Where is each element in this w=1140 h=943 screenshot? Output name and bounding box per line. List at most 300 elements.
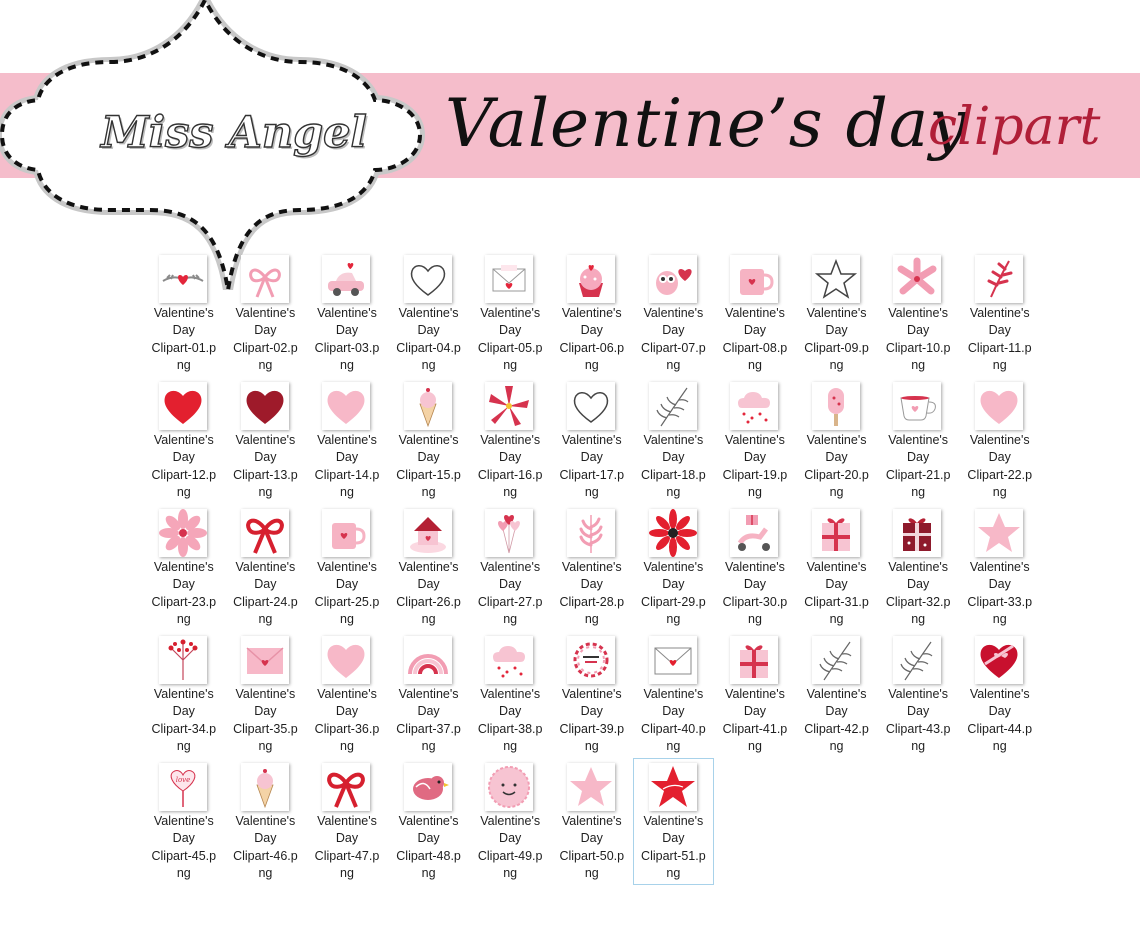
file-name-label bbox=[469, 559, 551, 628]
file-name-line: Valentine's bbox=[398, 433, 459, 447]
file-name-line: Clipart-09.p bbox=[804, 340, 869, 355]
file-thumbnail[interactable] bbox=[159, 509, 207, 557]
file-name-label bbox=[388, 559, 470, 628]
file-name-label bbox=[388, 813, 470, 882]
file-thumbnail[interactable] bbox=[404, 509, 452, 557]
file-name-line: Day bbox=[172, 323, 195, 338]
file-item[interactable] bbox=[469, 631, 551, 758]
file-name-label bbox=[877, 686, 959, 755]
file-name-line: Valentine's bbox=[561, 814, 622, 828]
file-name-line: Clipart-13.p bbox=[233, 467, 298, 482]
file-name-line: Valentine's bbox=[317, 687, 377, 701]
file-name-line: Valentine's bbox=[317, 560, 377, 574]
mug-icon bbox=[322, 509, 370, 557]
file-item[interactable] bbox=[551, 250, 633, 377]
file-item[interactable] bbox=[388, 504, 470, 631]
file-name-label bbox=[469, 432, 551, 501]
file-name-line: ng bbox=[421, 357, 436, 372]
file-name-line: Day bbox=[907, 323, 930, 338]
file-name-label bbox=[143, 305, 225, 374]
file-name-line: ng bbox=[503, 738, 518, 753]
file-item[interactable] bbox=[796, 377, 878, 504]
file-name-line: Clipart-33.p bbox=[967, 594, 1033, 609]
file-name-line: Day bbox=[825, 323, 848, 338]
smiley-badge-icon bbox=[485, 763, 533, 811]
file-name-label bbox=[877, 305, 959, 374]
pink-bow-icon bbox=[241, 255, 289, 303]
file-name-line: Clipart-29.p bbox=[641, 594, 706, 609]
file-thumbnail[interactable] bbox=[975, 255, 1023, 303]
file-name-line: Clipart-44.p bbox=[967, 721, 1033, 736]
red-flower-icon bbox=[649, 509, 697, 557]
file-name-line: Valentine's bbox=[480, 814, 541, 828]
file-item[interactable] bbox=[551, 504, 633, 631]
file-name-line: Valentine's bbox=[725, 433, 785, 447]
file-name-line: ng bbox=[176, 357, 191, 372]
file-name-label bbox=[225, 686, 307, 755]
file-item[interactable] bbox=[877, 250, 959, 377]
file-item[interactable] bbox=[225, 250, 307, 377]
file-name-label bbox=[225, 305, 307, 374]
file-name-line: ng bbox=[503, 611, 518, 626]
red-bow-icon bbox=[241, 509, 289, 557]
file-name-line: Valentine's bbox=[643, 560, 704, 574]
pink-heart-icon bbox=[322, 636, 370, 684]
file-name-line: ng bbox=[340, 611, 354, 626]
file-item[interactable] bbox=[143, 504, 225, 631]
file-name-line: Valentine's bbox=[480, 560, 541, 574]
file-item[interactable] bbox=[959, 250, 1041, 377]
file-item[interactable] bbox=[796, 250, 878, 377]
dark-gift-icon bbox=[893, 509, 941, 557]
file-name-line: ng bbox=[176, 738, 191, 753]
file-name-line: ng bbox=[829, 611, 844, 626]
file-name-label bbox=[959, 432, 1041, 501]
file-name-line: Valentine's bbox=[969, 687, 1030, 701]
file-name-line: Day bbox=[499, 450, 522, 465]
file-name-line: ng bbox=[666, 738, 681, 753]
file-name-line: Day bbox=[254, 450, 277, 465]
file-name-line: ng bbox=[176, 611, 191, 626]
file-grid bbox=[143, 250, 1041, 885]
file-thumbnail[interactable] bbox=[893, 509, 941, 557]
file-name-line: Clipart-21.p bbox=[885, 467, 951, 482]
pink-sprig-icon bbox=[567, 509, 615, 557]
file-name-line: Valentine's bbox=[561, 433, 622, 447]
poinsettia-icon bbox=[485, 382, 533, 430]
file-name-line: ng bbox=[340, 738, 354, 753]
berry-branch-icon bbox=[159, 636, 207, 684]
file-name-label bbox=[877, 559, 959, 628]
file-thumbnail[interactable] bbox=[241, 636, 289, 684]
file-thumbnail[interactable] bbox=[485, 509, 533, 557]
file-name-line: Clipart-24.p bbox=[233, 594, 298, 609]
file-item[interactable] bbox=[551, 631, 633, 758]
file-name-line: Valentine's bbox=[235, 687, 296, 701]
red-heart-icon bbox=[159, 382, 207, 430]
file-name-line: Clipart-39.p bbox=[559, 721, 625, 736]
file-thumbnail[interactable] bbox=[567, 382, 615, 430]
file-item[interactable] bbox=[796, 631, 878, 758]
file-name-line: ng bbox=[666, 484, 681, 499]
file-item[interactable] bbox=[633, 377, 715, 504]
file-name-line: Valentine's bbox=[235, 814, 296, 828]
file-name-line: Clipart-10.p bbox=[885, 340, 951, 355]
file-name-line: Valentine's bbox=[398, 306, 459, 320]
page-subtitle: clipart bbox=[928, 97, 1101, 157]
file-thumbnail[interactable] bbox=[159, 382, 207, 430]
file-name-label bbox=[633, 432, 715, 501]
file-name-line: ng bbox=[992, 738, 1007, 753]
file-thumbnail[interactable] bbox=[404, 255, 452, 303]
file-name-line: Day bbox=[254, 704, 277, 719]
file-item[interactable] bbox=[633, 631, 715, 758]
file-name-line: Day bbox=[580, 323, 603, 338]
file-item[interactable] bbox=[633, 250, 715, 377]
file-item[interactable] bbox=[877, 377, 959, 504]
file-name-line: Valentine's bbox=[969, 560, 1030, 574]
mug-icon bbox=[730, 255, 778, 303]
file-name-line: Valentine's bbox=[725, 560, 785, 574]
file-name-line: Clipart-06.p bbox=[559, 340, 625, 355]
file-item[interactable] bbox=[388, 250, 470, 377]
file-item[interactable] bbox=[143, 758, 225, 885]
file-item[interactable] bbox=[143, 377, 225, 504]
file-name-label bbox=[796, 686, 878, 755]
file-name-line: Day bbox=[662, 323, 685, 338]
file-thumbnail[interactable] bbox=[322, 255, 370, 303]
file-name-line: Valentine's bbox=[153, 433, 214, 447]
file-item[interactable] bbox=[388, 631, 470, 758]
file-name-label bbox=[143, 813, 225, 882]
file-name-line: Valentine's bbox=[235, 560, 296, 574]
file-name-line: Clipart-26.p bbox=[396, 594, 461, 609]
file-thumbnail[interactable] bbox=[730, 509, 778, 557]
file-name-line: Clipart-16.p bbox=[477, 467, 543, 482]
file-item[interactable] bbox=[225, 631, 307, 758]
file-thumbnail[interactable] bbox=[159, 763, 207, 811]
file-name-line: Clipart-08.p bbox=[722, 340, 788, 355]
page-title: Valentine’s day bbox=[445, 85, 968, 162]
file-name-line: Valentine's bbox=[153, 687, 214, 701]
file-name-line: Clipart-07.p bbox=[641, 340, 706, 355]
file-item[interactable] bbox=[306, 631, 388, 758]
file-name-line: Clipart-25.p bbox=[314, 594, 380, 609]
file-name-line: ng bbox=[992, 484, 1007, 499]
file-item[interactable] bbox=[959, 377, 1041, 504]
file-name-line: Valentine's bbox=[317, 433, 377, 447]
file-name-line: Clipart-38.p bbox=[477, 721, 543, 736]
file-name-line: Day bbox=[254, 831, 277, 846]
file-name-label bbox=[877, 432, 959, 501]
file-name-label bbox=[551, 432, 633, 501]
file-name-line: ng bbox=[421, 611, 436, 626]
file-item[interactable] bbox=[388, 377, 470, 504]
envelope-icon bbox=[649, 636, 697, 684]
file-thumbnail[interactable] bbox=[730, 636, 778, 684]
file-name-line: Day bbox=[335, 577, 359, 592]
file-thumbnail[interactable] bbox=[485, 255, 533, 303]
file-name-line: ng bbox=[829, 738, 844, 753]
file-name-line: Day bbox=[417, 831, 440, 846]
file-name-line: ng bbox=[258, 484, 273, 499]
file-name-label bbox=[551, 686, 633, 755]
file-item[interactable] bbox=[469, 504, 551, 631]
file-name-line: Day bbox=[335, 704, 359, 719]
file-name-label bbox=[469, 813, 551, 882]
file-name-line: Clipart-03.p bbox=[314, 340, 380, 355]
file-name-label bbox=[469, 305, 551, 374]
file-name-line: Day bbox=[417, 323, 440, 338]
file-thumbnail[interactable] bbox=[404, 382, 452, 430]
file-name-line: Day bbox=[172, 450, 195, 465]
file-name-line: Valentine's bbox=[888, 560, 949, 574]
file-name-line: Clipart-18.p bbox=[641, 467, 706, 482]
file-name-line: Clipart-15.p bbox=[396, 467, 461, 482]
file-name-line: Valentine's bbox=[398, 814, 459, 828]
file-name-line: Day bbox=[499, 831, 522, 846]
file-name-line: Clipart-17.p bbox=[559, 467, 625, 482]
file-name-line: Valentine's bbox=[888, 306, 949, 320]
file-thumbnail[interactable] bbox=[812, 636, 860, 684]
file-thumbnail[interactable] bbox=[567, 509, 615, 557]
file-item[interactable] bbox=[225, 758, 307, 885]
file-name-line: Day bbox=[825, 704, 848, 719]
file-name-label bbox=[306, 813, 388, 882]
file-name-line: Day bbox=[417, 577, 440, 592]
file-name-line: Valentine's bbox=[643, 306, 704, 320]
file-name-line: Clipart-43.p bbox=[885, 721, 951, 736]
file-name-line: ng bbox=[340, 357, 354, 372]
file-name-label bbox=[959, 559, 1041, 628]
file-thumbnail[interactable] bbox=[241, 763, 289, 811]
file-name-line: Valentine's bbox=[888, 687, 949, 701]
file-item[interactable] bbox=[306, 758, 388, 885]
file-name-line: Day bbox=[662, 704, 685, 719]
file-name-line: Day bbox=[335, 323, 359, 338]
wreath-icon bbox=[567, 636, 615, 684]
file-thumbnail[interactable] bbox=[649, 509, 697, 557]
file-thumbnail[interactable] bbox=[649, 255, 697, 303]
pink-star-icon bbox=[567, 763, 615, 811]
file-name-line: ng bbox=[911, 611, 926, 626]
file-name-line: Day bbox=[907, 450, 930, 465]
file-name-label bbox=[551, 813, 633, 882]
file-thumbnail[interactable] bbox=[404, 763, 452, 811]
file-item[interactable] bbox=[143, 250, 225, 377]
file-thumbnail[interactable] bbox=[893, 636, 941, 684]
file-name-line: Day bbox=[743, 323, 767, 338]
file-thumbnail[interactable] bbox=[322, 763, 370, 811]
file-name-line: Day bbox=[172, 831, 195, 846]
file-item[interactable] bbox=[959, 631, 1041, 758]
file-name-line: ng bbox=[911, 484, 926, 499]
file-name-line: Valentine's bbox=[806, 433, 867, 447]
pink-heart-icon bbox=[975, 382, 1023, 430]
file-thumbnail[interactable] bbox=[485, 382, 533, 430]
file-name-line: Day bbox=[743, 577, 767, 592]
file-item[interactable] bbox=[796, 504, 878, 631]
red-branch-icon bbox=[975, 255, 1023, 303]
file-name-line: ng bbox=[829, 357, 844, 372]
lily-flower-icon bbox=[893, 255, 941, 303]
file-item[interactable] bbox=[306, 377, 388, 504]
file-item[interactable] bbox=[714, 504, 796, 631]
file-thumbnail[interactable] bbox=[322, 509, 370, 557]
file-item[interactable] bbox=[714, 631, 796, 758]
file-name-label bbox=[551, 559, 633, 628]
file-name-line: ng bbox=[748, 611, 762, 626]
file-item[interactable] bbox=[551, 758, 633, 885]
file-thumbnail[interactable] bbox=[322, 382, 370, 430]
file-name-line: ng bbox=[748, 357, 762, 372]
file-name-line: Valentine's bbox=[317, 306, 377, 320]
red-bow-icon bbox=[322, 763, 370, 811]
file-thumbnail[interactable] bbox=[485, 636, 533, 684]
file-name-line: Valentine's bbox=[235, 433, 296, 447]
heart-gift-icon bbox=[975, 636, 1023, 684]
file-thumbnail[interactable] bbox=[322, 636, 370, 684]
file-thumbnail[interactable] bbox=[812, 382, 860, 430]
popsicle-icon bbox=[812, 382, 860, 430]
file-item[interactable] bbox=[225, 504, 307, 631]
file-item[interactable] bbox=[388, 758, 470, 885]
file-name-line: Clipart-37.p bbox=[396, 721, 461, 736]
file-name-line: ng bbox=[584, 865, 599, 880]
file-thumbnail[interactable] bbox=[975, 636, 1023, 684]
file-name-line: Clipart-46.p bbox=[233, 848, 298, 863]
file-thumbnail[interactable] bbox=[159, 255, 207, 303]
file-name-label bbox=[388, 305, 470, 374]
file-name-line: ng bbox=[421, 738, 436, 753]
file-item[interactable] bbox=[306, 250, 388, 377]
file-name-line: Clipart-31.p bbox=[804, 594, 869, 609]
file-name-line: ng bbox=[829, 484, 844, 499]
file-name-line: Valentine's bbox=[561, 306, 622, 320]
file-name-line: Clipart-04.p bbox=[396, 340, 461, 355]
file-name-line: Day bbox=[988, 704, 1011, 719]
file-thumbnail[interactable] bbox=[893, 382, 941, 430]
file-name-label bbox=[225, 559, 307, 628]
file-name-line: Clipart-22.p bbox=[967, 467, 1033, 482]
file-name-line: ng bbox=[421, 865, 436, 880]
file-name-line: Valentine's bbox=[153, 306, 214, 320]
file-name-line: Valentine's bbox=[969, 433, 1030, 447]
file-name-label bbox=[388, 432, 470, 501]
file-item[interactable] bbox=[633, 504, 715, 631]
file-item[interactable] bbox=[633, 758, 715, 885]
file-thumbnail[interactable] bbox=[893, 255, 941, 303]
file-name-line: ng bbox=[340, 484, 354, 499]
file-name-line: Day bbox=[499, 577, 522, 592]
file-thumbnail[interactable] bbox=[649, 763, 697, 811]
file-name-line: Valentine's bbox=[643, 687, 704, 701]
file-name-label bbox=[633, 559, 715, 628]
file-name-line: Clipart-23.p bbox=[151, 594, 217, 609]
file-name-line: Clipart-19.p bbox=[722, 467, 788, 482]
file-name-line: ng bbox=[258, 357, 273, 372]
file-thumbnail[interactable] bbox=[485, 763, 533, 811]
file-name-line: ng bbox=[666, 865, 681, 880]
bird-icon bbox=[404, 763, 452, 811]
file-thumbnail[interactable] bbox=[812, 255, 860, 303]
file-name-line: ng bbox=[176, 865, 191, 880]
file-thumbnail[interactable] bbox=[241, 382, 289, 430]
file-thumbnail[interactable] bbox=[159, 636, 207, 684]
file-item[interactable] bbox=[469, 377, 551, 504]
file-item[interactable] bbox=[877, 504, 959, 631]
file-name-line: ng bbox=[584, 738, 599, 753]
car-icon bbox=[322, 255, 370, 303]
cloud-icon bbox=[730, 382, 778, 430]
file-name-line: ng bbox=[748, 484, 762, 499]
leaf-branch-icon bbox=[893, 636, 941, 684]
file-name-label bbox=[143, 559, 225, 628]
file-name-line: Valentine's bbox=[643, 433, 704, 447]
file-name-line: Valentine's bbox=[806, 687, 867, 701]
file-name-line: Valentine's bbox=[480, 687, 541, 701]
file-name-label bbox=[714, 686, 796, 755]
file-name-line: Day bbox=[743, 450, 767, 465]
file-name-line: Clipart-49.p bbox=[477, 848, 543, 863]
file-thumbnail[interactable] bbox=[730, 382, 778, 430]
heart-balloons-icon bbox=[485, 509, 533, 557]
file-item[interactable] bbox=[551, 377, 633, 504]
file-thumbnail[interactable] bbox=[649, 636, 697, 684]
file-name-line: Clipart-48.p bbox=[396, 848, 461, 863]
file-name-line: Valentine's bbox=[153, 560, 214, 574]
file-name-line: ng bbox=[258, 611, 273, 626]
file-name-line: Clipart-12.p bbox=[151, 467, 217, 482]
file-item[interactable] bbox=[714, 377, 796, 504]
leaf-branch-icon bbox=[649, 382, 697, 430]
file-item[interactable] bbox=[877, 631, 959, 758]
file-name-label bbox=[469, 686, 551, 755]
file-thumbnail[interactable] bbox=[241, 255, 289, 303]
file-thumbnail[interactable] bbox=[404, 636, 452, 684]
file-name-label bbox=[714, 432, 796, 501]
file-thumbnail[interactable] bbox=[812, 509, 860, 557]
file-name-line: Day bbox=[417, 450, 440, 465]
file-item[interactable] bbox=[306, 504, 388, 631]
file-thumbnail[interactable] bbox=[241, 509, 289, 557]
file-item[interactable] bbox=[469, 250, 551, 377]
file-item[interactable] bbox=[143, 631, 225, 758]
file-name-line: Clipart-20.p bbox=[804, 467, 869, 482]
file-thumbnail[interactable] bbox=[730, 255, 778, 303]
file-thumbnail[interactable] bbox=[975, 509, 1023, 557]
star-outline-icon bbox=[812, 255, 860, 303]
file-item[interactable] bbox=[714, 250, 796, 377]
file-item[interactable] bbox=[469, 758, 551, 885]
file-name-line: Valentine's bbox=[153, 814, 214, 828]
file-name-line: Day bbox=[743, 704, 767, 719]
file-name-line: ng bbox=[911, 738, 926, 753]
file-thumbnail[interactable] bbox=[567, 636, 615, 684]
file-item[interactable] bbox=[225, 377, 307, 504]
file-name-line: Day bbox=[907, 577, 930, 592]
file-thumbnail[interactable] bbox=[975, 382, 1023, 430]
file-item[interactable] bbox=[959, 504, 1041, 631]
brand-logo-text: Miss Angel bbox=[101, 108, 367, 158]
teacup-icon bbox=[893, 382, 941, 430]
dark-heart-icon bbox=[241, 382, 289, 430]
file-thumbnail[interactable] bbox=[567, 763, 615, 811]
file-name-line: ng bbox=[666, 611, 681, 626]
file-thumbnail[interactable] bbox=[649, 382, 697, 430]
file-name-line: Day bbox=[580, 831, 603, 846]
file-thumbnail[interactable] bbox=[567, 255, 615, 303]
